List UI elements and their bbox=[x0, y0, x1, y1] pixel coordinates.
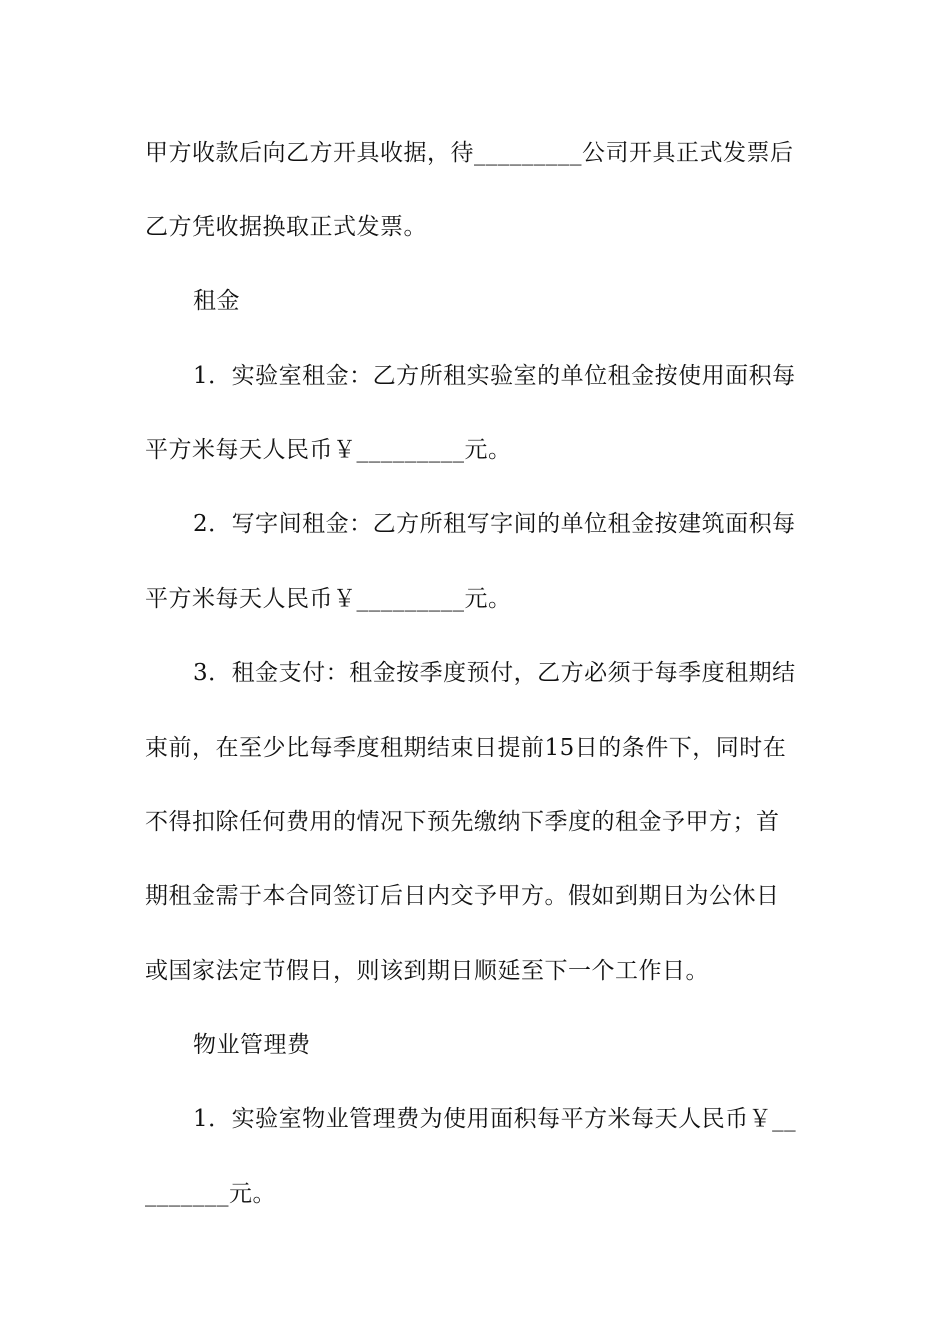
paragraph-line: 3．租金支付：租金按季度预付，乙方必须于每季度租期结 bbox=[193, 660, 796, 686]
paragraph-line: 不得扣除任何费用的情况下预先缴纳下季度的租金予甲方；首 bbox=[145, 809, 780, 835]
paragraph-line: 1．实验室租金：乙方所租实验室的单位租金按使用面积每 bbox=[193, 363, 796, 389]
paragraph-line: 2．写字间租金：乙方所租写字间的单位租金按建筑面积每 bbox=[193, 511, 796, 537]
paragraph-line: _______元。 bbox=[145, 1181, 276, 1207]
paragraph-line: 平方米每天人民币￥_________元。 bbox=[145, 586, 512, 612]
paragraph-line: 期租金需于本合同签订后日内交予甲方。假如到期日为公休日 bbox=[145, 883, 780, 909]
paragraph-line: 平方米每天人民币￥_________元。 bbox=[145, 437, 512, 463]
paragraph-line: 或国家法定节假日，则该到期日顺延至下一个工作日。 bbox=[145, 958, 709, 984]
paragraph-line: 甲方收款后向乙方开具收据，待_________公司开具正式发票后 bbox=[145, 140, 794, 166]
paragraph-line: 1．实验室物业管理费为使用面积每平方米每天人民币￥__ bbox=[193, 1106, 797, 1132]
section-heading-rent: 租金 bbox=[193, 288, 240, 314]
paragraph-line: 束前，在至少比每季度租期结束日提前15日的条件下，同时在 bbox=[145, 735, 787, 761]
section-heading-property-fee: 物业管理费 bbox=[193, 1032, 311, 1058]
paragraph-line: 乙方凭收据换取正式发票。 bbox=[145, 214, 427, 240]
